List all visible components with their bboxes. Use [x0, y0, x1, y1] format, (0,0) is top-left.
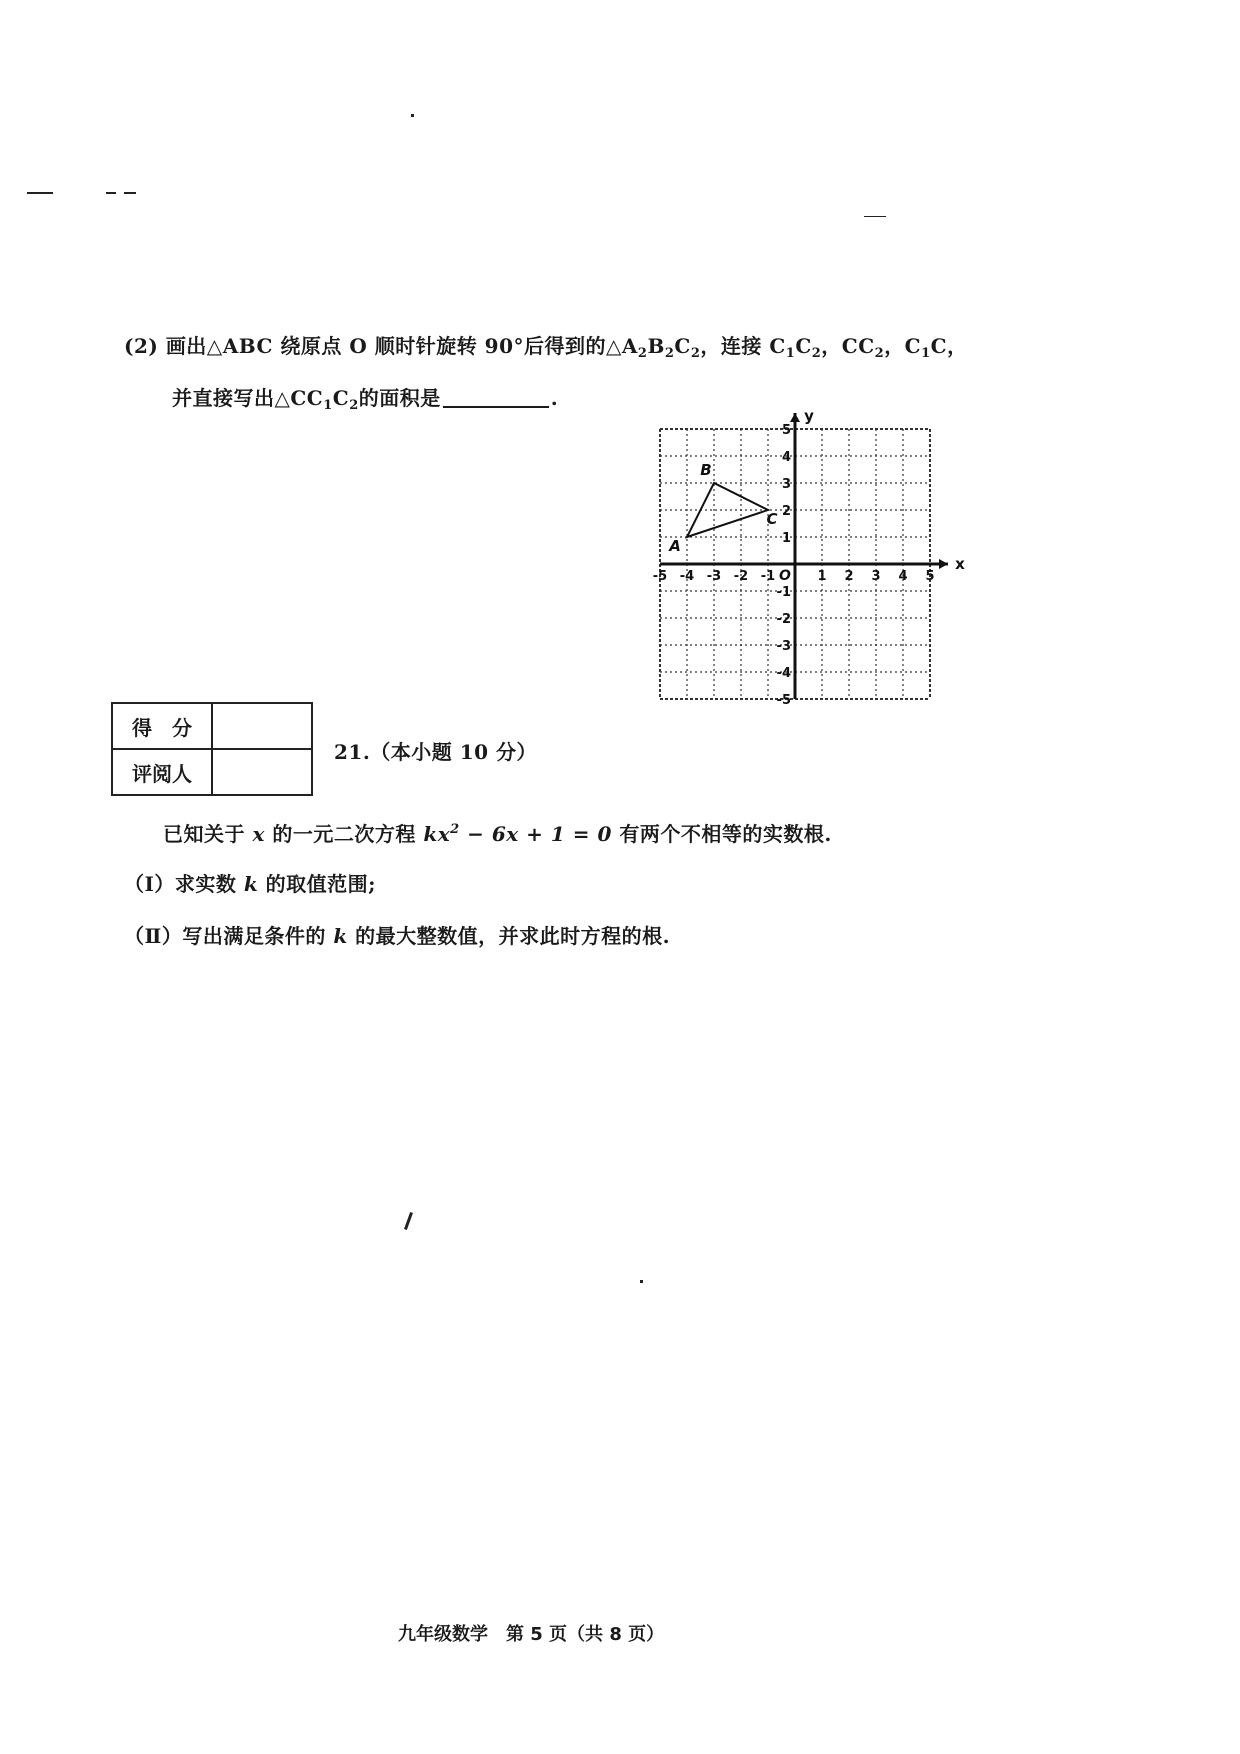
x-tick-label: -1: [760, 569, 776, 584]
reviewer-box[interactable]: [212, 749, 312, 795]
y-axis-label: y: [804, 407, 814, 425]
y-tick-label: 4: [781, 450, 791, 465]
y-tick-label: 1: [781, 531, 791, 546]
score-label: 得 分: [112, 703, 212, 749]
y-tick-label: -2: [776, 612, 791, 627]
y-tick-label: -4: [776, 666, 791, 681]
reviewer-label: 评阅人: [112, 749, 212, 795]
x-tick-label: -5: [652, 569, 668, 584]
scan-mark: [640, 1280, 643, 1283]
scan-mark: [124, 192, 136, 194]
coordinate-grid: [640, 396, 965, 708]
axes: [660, 413, 948, 699]
scan-mark: [411, 114, 414, 117]
y-tick-label: -1: [776, 585, 791, 600]
y-axis-arrow: [790, 413, 800, 422]
question-21-part2: （Ⅱ）写出满足条件的 k 的最大整数值，并求此时方程的根.: [124, 924, 671, 948]
y-tick-label: 3: [781, 477, 791, 492]
score-box[interactable]: [212, 703, 312, 749]
x-tick-label: -3: [706, 569, 722, 584]
equation: $kx^2 - 6x + 1 = 0$: [423, 822, 612, 846]
question-21-heading: 21.（本小题 10 分）: [334, 740, 538, 764]
answer-blank[interactable]: [443, 388, 549, 408]
question-20-part2-line2: 并直接写出$\triangle CC_1C_2$的面积是 .: [172, 386, 559, 413]
y-tick-label: -3: [776, 639, 791, 654]
page-footer: 九年级数学 第 5 页（共 8 页）: [398, 1624, 665, 1645]
y-tick-label: -5: [776, 693, 791, 708]
tick-labels: [653, 407, 965, 708]
x-tick-label: 5: [925, 569, 935, 584]
triangle-abc: [668, 461, 777, 555]
point-label-b: B: [700, 461, 712, 479]
x-tick-label: 2: [844, 569, 854, 584]
x-axis-arrow: [939, 559, 948, 569]
x-tick-label: 4: [898, 569, 908, 584]
scan-mark: [864, 216, 886, 217]
x-tick-label: -2: [733, 569, 749, 584]
question-20-part2-line1: (2) 画出△ABC 绕原点 O 顺时针旋转 90°后得到的$\triangle A_2B_2C_2$，连接 $C_1C_2$，$CC_2$，$C_1C$，: [124, 334, 968, 361]
y-tick-label: 2: [781, 504, 791, 519]
question-21-stem: 已知关于 x 的一元二次方程 $kx^2 - 6x + 1 = 0$ 有两个不相等的实数根.: [163, 822, 832, 846]
origin-label: O: [779, 568, 791, 584]
scan-mark: [404, 1212, 413, 1230]
x-axis-label: x: [955, 555, 965, 573]
point-label-c: C: [766, 510, 778, 528]
scan-mark: [106, 192, 116, 194]
x-tick-label: 1: [817, 569, 827, 584]
question-21-part1: （Ⅰ）求实数 k 的取值范围;: [124, 872, 377, 896]
x-tick-label: -4: [679, 569, 695, 584]
point-label-a: A: [669, 537, 681, 555]
y-tick-label: 5: [781, 423, 791, 438]
x-tick-label: 3: [871, 569, 881, 584]
scan-mark: [27, 192, 53, 194]
score-table: [111, 702, 313, 796]
